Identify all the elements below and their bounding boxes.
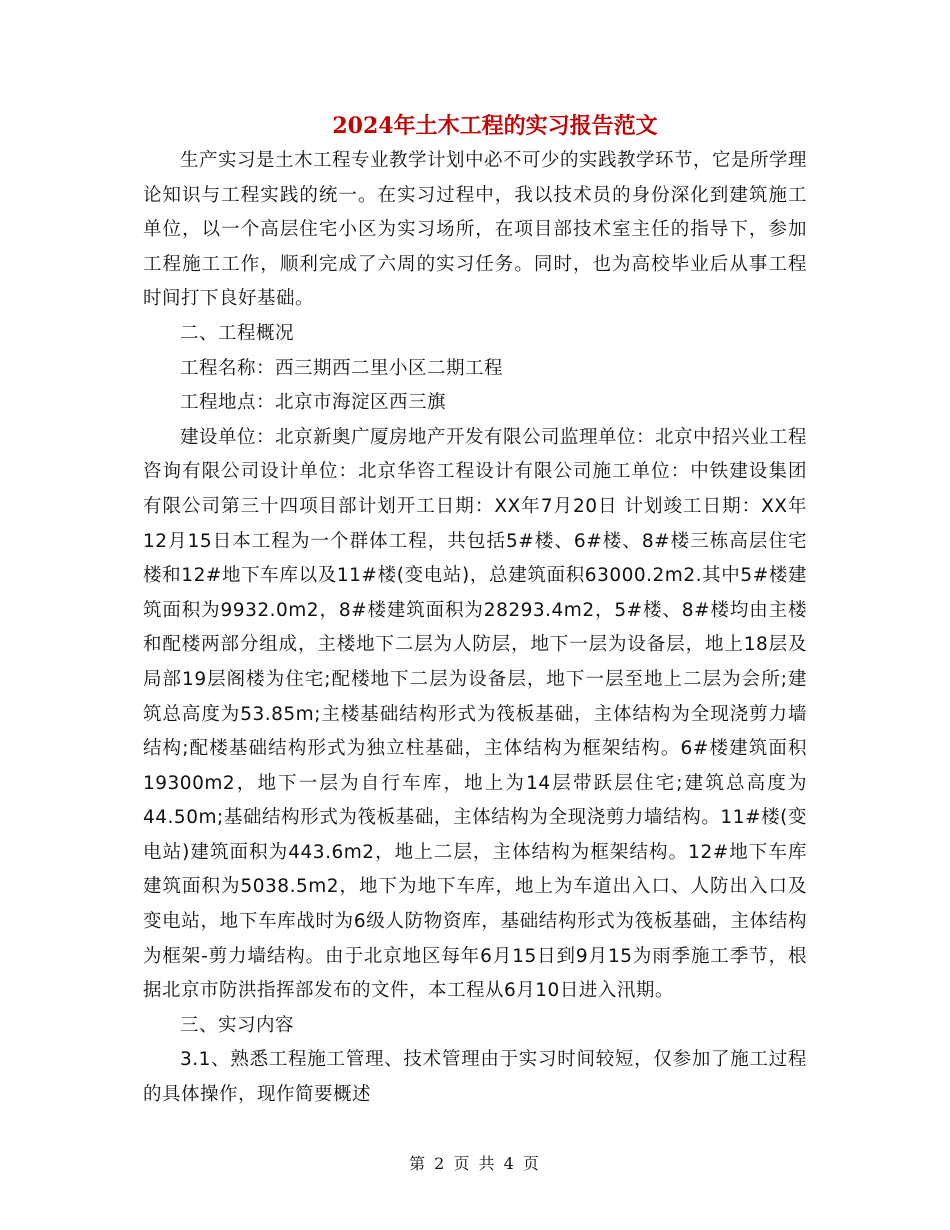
project-name-line: 工程名称：西三期西二里小区二期工程 [180,357,504,379]
project-details-paragraph: 建设单位：北京新奥广厦房地产开发有限公司监理单位：北京中招兴业工程咨询有限公司设计单位：北京华咨工程设计有限公司施工单位：中铁建设集团有限公司第三十四项目部计划开工日期：XX年7月20日 计划竣工日期：XX年12月15日本工程为一个群体工程，共包括5#楼、6#楼、8#楼三栋高层住宅楼和12#地下车库以及11#楼(变电站)，总建筑面积63000.2m2.其中5#楼建筑面积为9932.0m2，8#楼建筑面积为28293.4m2，5#楼、8#楼均由主楼和配楼两部分组成，主楼地下二层为人防层，地下一层为设备层，地上18层及局部19层阁楼为住宅;配楼地下二层为设备层，地下一层至地上二层为会所;建筑总高度为53.85m;主楼基础结构形式为筏板基础，主体结构为全现浇剪力墙结构;配楼基础结构形式为独立柱基础，主体结构为框架结构。6#楼建筑面积19300m2，地下一层为自行车库，地上为14层带跃层住宅;建筑总高度为44.50m;基础结构形式为筏板基础，主体结构为全现浇剪力墙结构。11#楼(变电站)建筑面积为443.6m2，地上二层，主体结构为框架结构。12#地下车库建筑面积为5038.5m2，地下为地下车库，地上为车道出入口、人防出入口及变电站，地下车库战时为6级人防物资库，基础结构形式为筏板基础，主体结构为框架-剪力墙结构。由于北京地区每年6月15日到9月15为雨季施工季节，根据北京市防洪指挥部发布的文件，本工程从6月10日进入汛期。 [143,426,808,1002]
section-heading-overview: 二、工程概况 [180,322,295,344]
project-location-line: 工程地点：北京市海淀区西三旗 [180,392,447,414]
section-heading-content: 三、实习内容 [180,1014,295,1036]
document-body [143,144,807,1113]
document-title: 2024年土木工程的实习报告范文 [332,113,658,139]
page-footer: 第 2 页 共 4 页 [409,1154,541,1173]
section-3-1-paragraph: 3.1、熟悉工程施工管理、技术管理由于实习时间较短，仅参加了施工过程的具体操作，现作简要概述 [143,1049,807,1106]
intro-paragraph: 生产实习是土木工程专业教学计划中必不可少的实践教学环节，它是所学理论知识与工程实践的统一。在实习过程中，我以技术员的身份深化到建筑施工单位，以一个高层住宅小区为实习场所，在项目部技术室主任的指导下，参加工程施工工作，顺利完成了六周的实习任务。同时，也为高校毕业后从事工程时间打下良好基础。 [143,150,808,310]
